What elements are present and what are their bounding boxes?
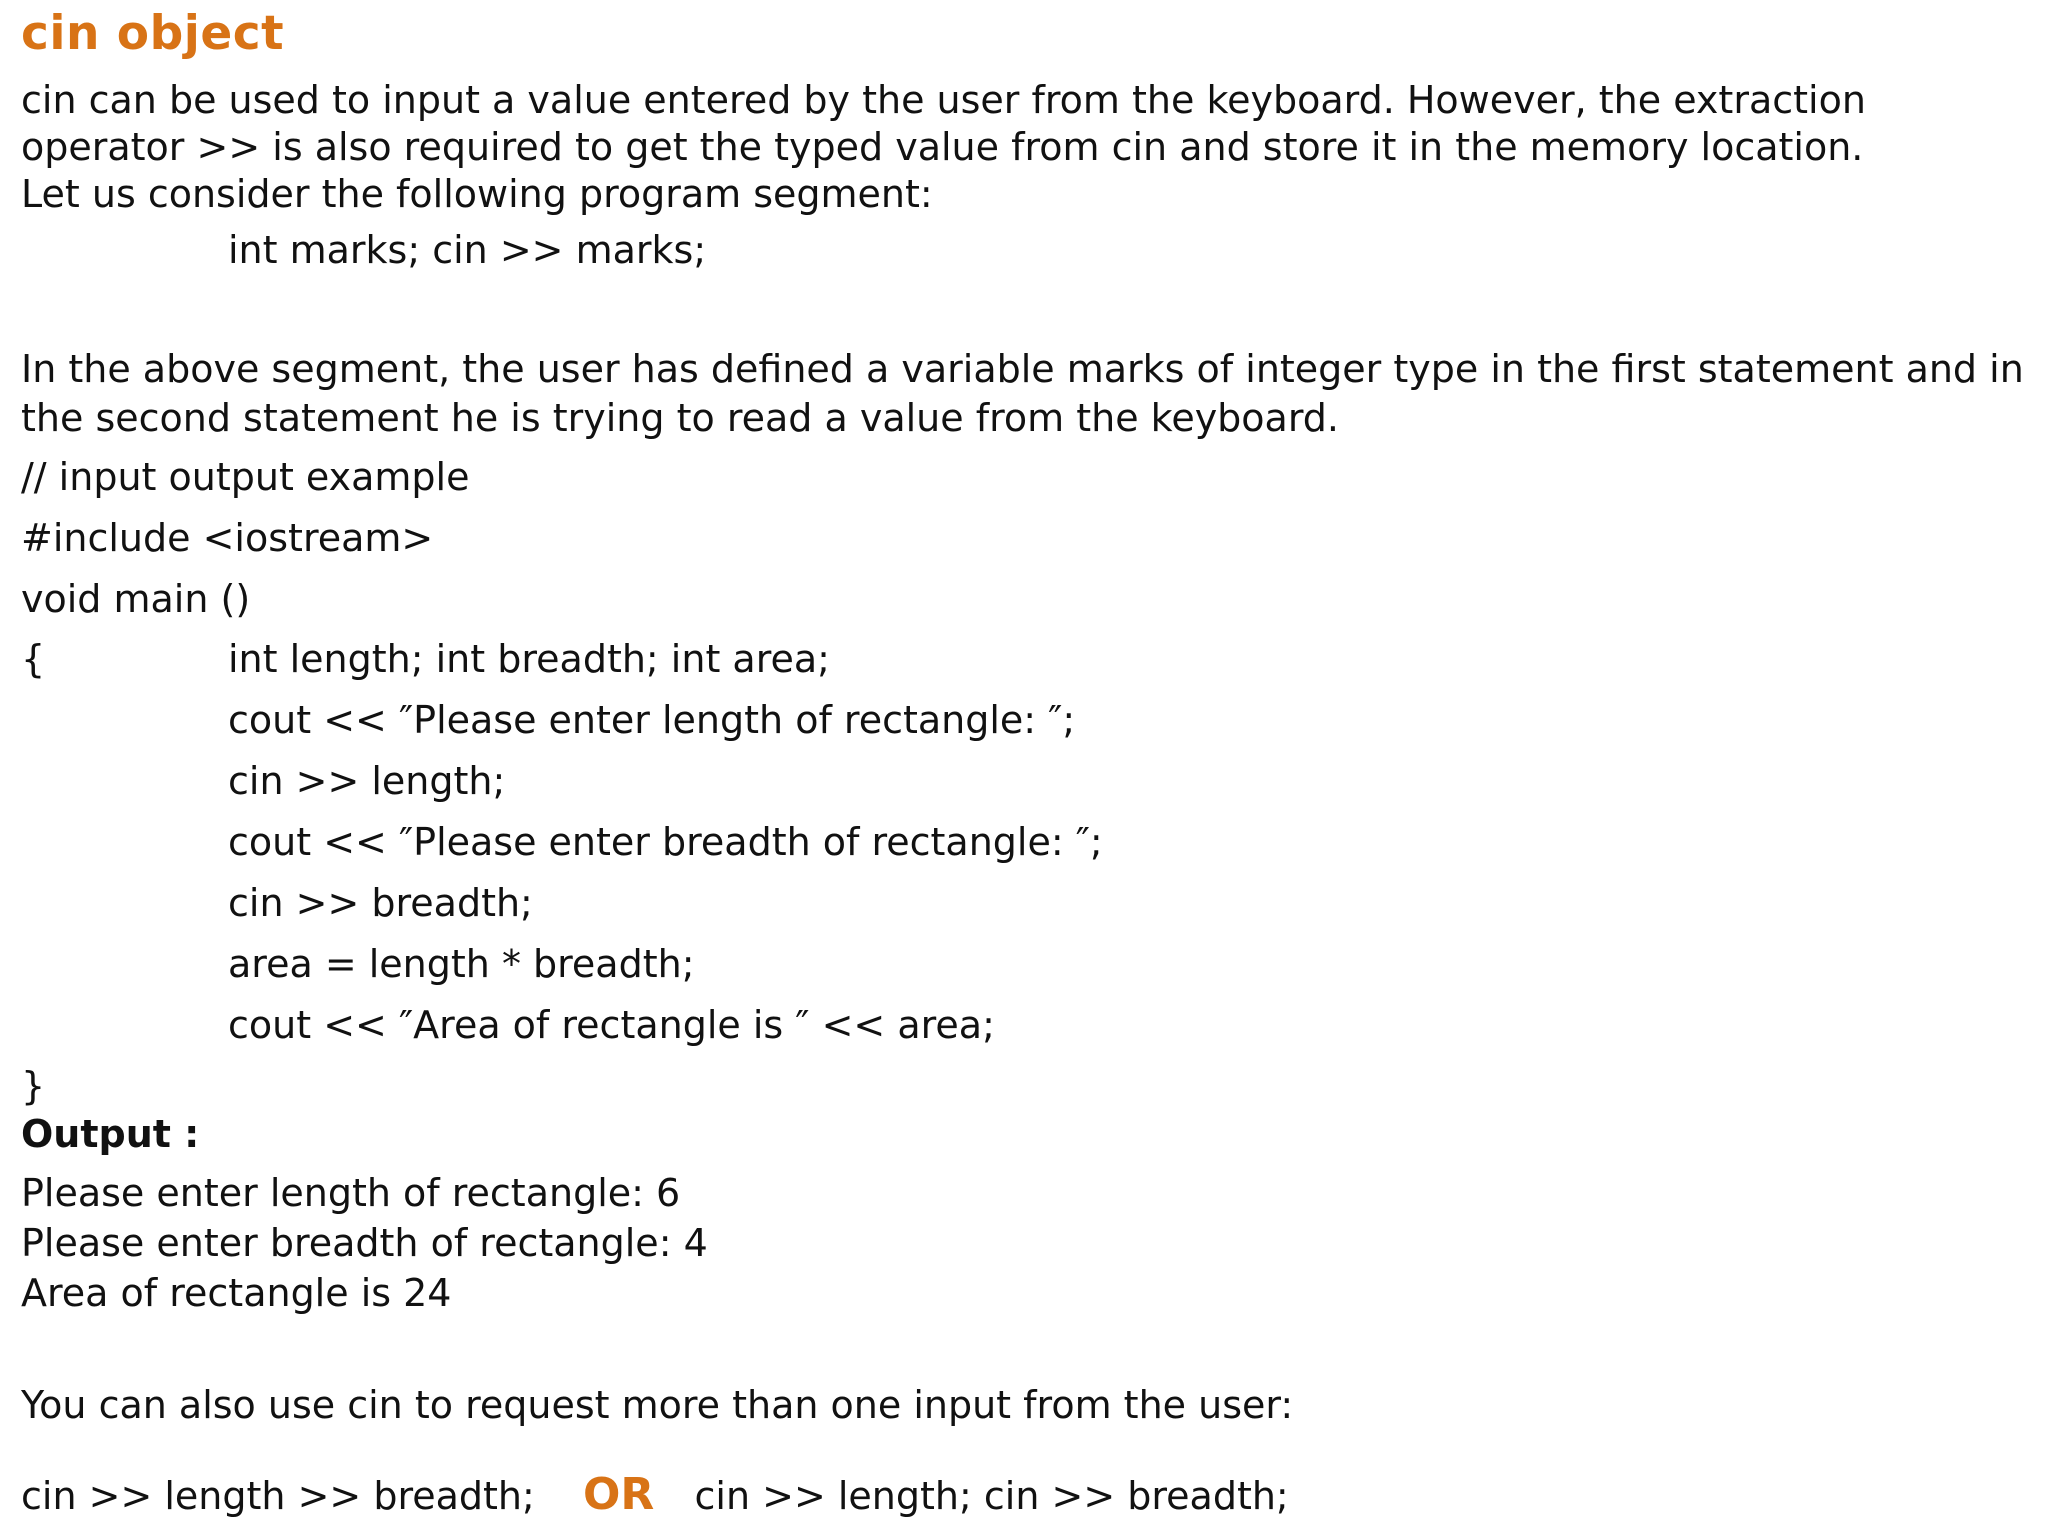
code-main: void main (): [21, 577, 251, 621]
intro-line-2: operator >> is also required to get the typed value from cin and store it in the memory location.: [21, 125, 1864, 169]
code-example: int marks; cin >> marks;: [228, 228, 707, 272]
multi-input-example-left: cin >> length >> breadth;: [21, 1474, 535, 1518]
code-body-line-6: area = length * breadth;: [228, 942, 695, 986]
code-body-line-2: cout << ″Please enter length of rectangle: ″;: [228, 698, 1076, 742]
section-title: cin object: [21, 6, 285, 61]
code-open-brace: {: [21, 637, 46, 681]
code-body-line-4: cout << ″Please enter breadth of rectangle: ″;: [228, 820, 1103, 864]
output-line-1: Please enter length of rectangle: 6: [21, 1171, 681, 1215]
multi-input-intro: You can also use cin to request more than one input from the user:: [21, 1383, 1294, 1427]
explanation-line-1: In the above segment, the user has defined a variable marks of integer type in the first statement and in: [21, 347, 2024, 391]
code-body-line-3: cin >> length;: [228, 759, 506, 803]
output-line-2: Please enter breadth of rectangle: 4: [21, 1221, 708, 1265]
explanation-line-2: the second statement he is trying to read a value from the keyboard.: [21, 396, 1339, 440]
intro-line-3: Let us consider the following program segment:: [21, 172, 933, 216]
code-include: #include <iostream>: [21, 516, 434, 560]
output-line-3: Area of rectangle is 24: [21, 1271, 452, 1315]
multi-input-example: [21, 1470, 1289, 1521]
multi-input-example-right: cin >> length; cin >> breadth;: [694, 1474, 1289, 1518]
code-body-line-7: cout << ″Area of rectangle is ″ << area;: [228, 1003, 995, 1047]
intro-line-1: cin can be used to input a value entered by the user from the keyboard. However, the extraction: [21, 78, 1866, 122]
code-comment: // input output example: [21, 455, 470, 499]
code-close-brace: }: [21, 1064, 46, 1108]
code-body-line-5: cin >> breadth;: [228, 881, 533, 925]
output-heading: Output :: [21, 1112, 200, 1156]
code-body-line-1: int length; int breadth; int area;: [228, 637, 830, 681]
document-page: [21, 0, 2031, 1536]
or-label: OR: [583, 1469, 655, 1520]
